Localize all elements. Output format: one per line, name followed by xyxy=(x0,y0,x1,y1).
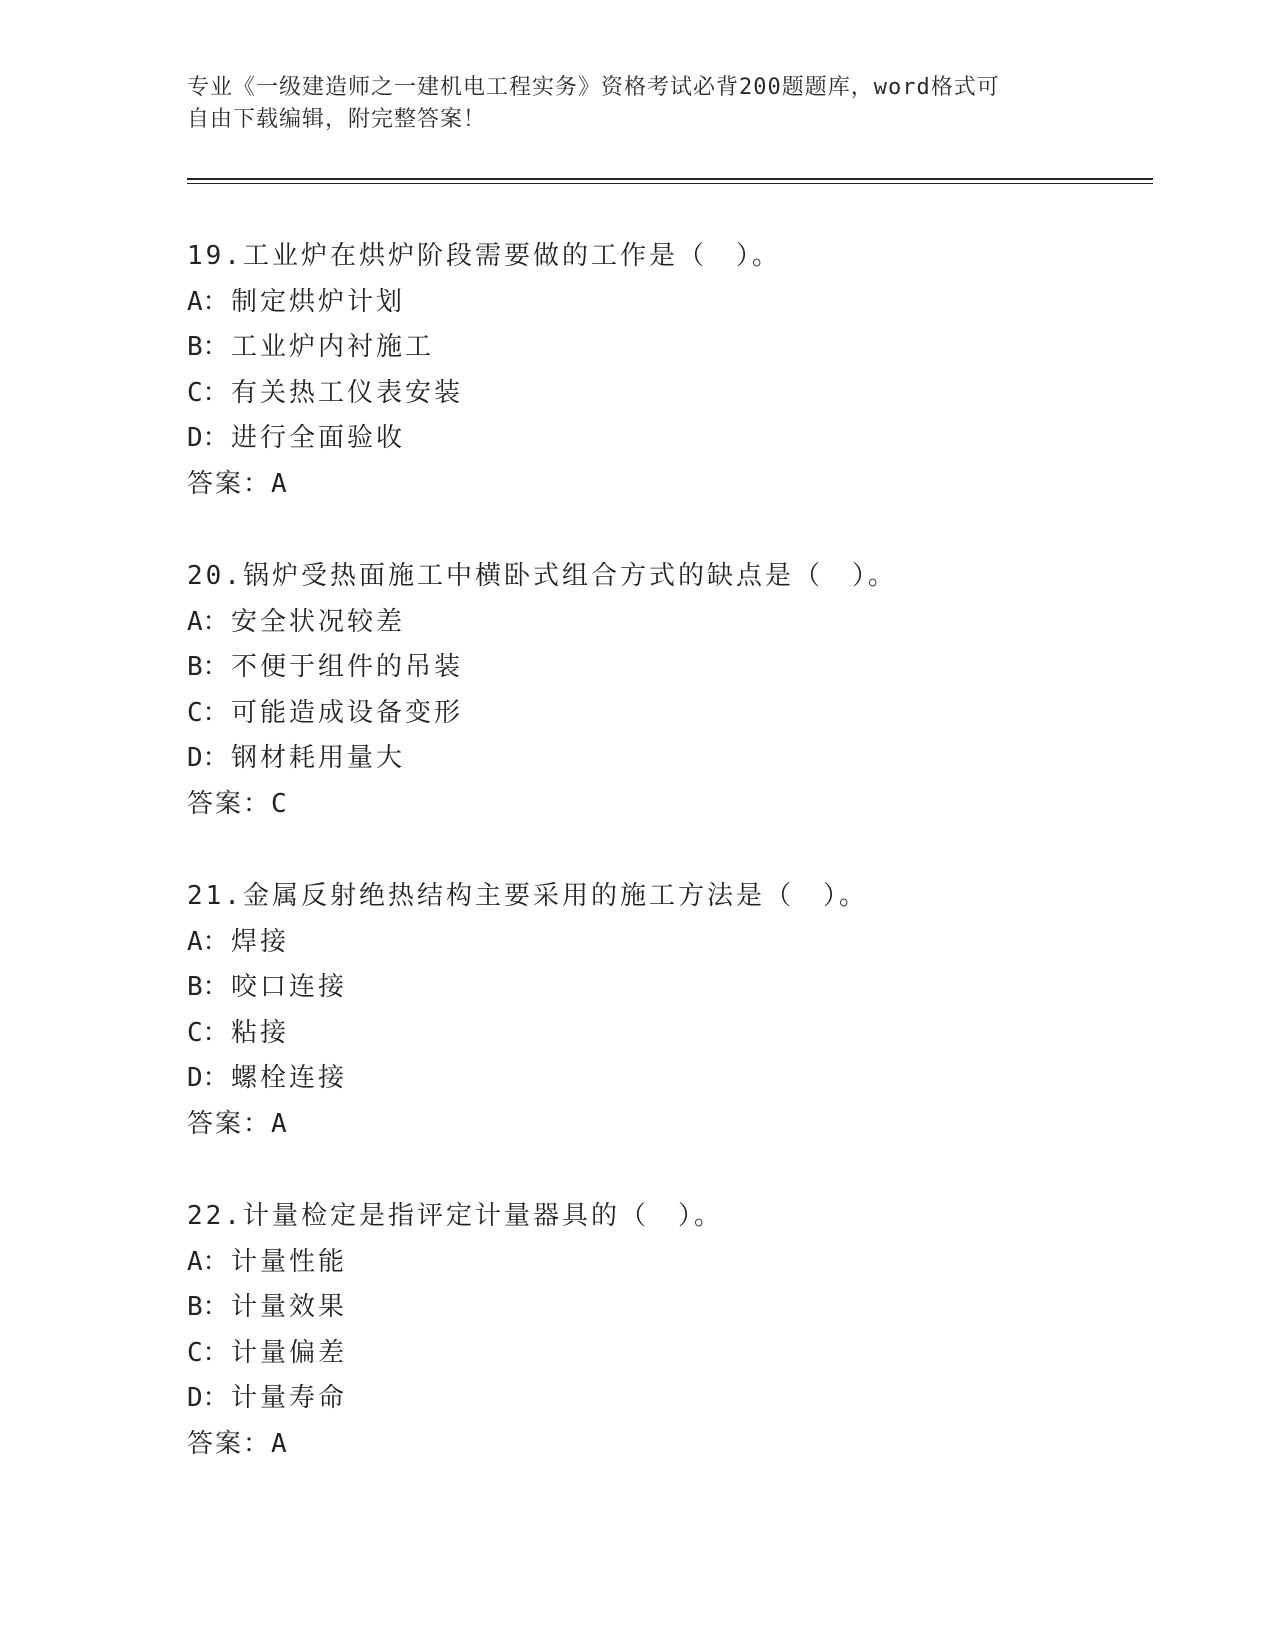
option-d xyxy=(187,1376,1147,1422)
answer-line xyxy=(187,1102,1147,1148)
option-letter: B： xyxy=(187,332,229,362)
option-c xyxy=(187,691,1147,737)
answer-label: 答案： xyxy=(187,1428,272,1459)
option-c xyxy=(187,1011,1147,1057)
question-stem: 19.工业炉在烘炉阶段需要做的工作是（ ）。 xyxy=(187,241,781,271)
option-d xyxy=(187,416,1147,462)
answer-line xyxy=(187,782,1147,828)
document-header xyxy=(187,72,1067,136)
option-c xyxy=(187,1331,1147,1377)
option-letter: B： xyxy=(187,652,229,682)
option-text: 粘接 xyxy=(231,1017,290,1048)
option-text: 进行全面验收 xyxy=(231,423,406,453)
option-letter: C： xyxy=(187,377,229,408)
option-text: 可能造成设备变形 xyxy=(231,697,464,728)
answer-value: C xyxy=(271,788,289,819)
option-c xyxy=(187,371,1147,417)
option-text: 制定烘炉计划 xyxy=(231,286,406,317)
option-letter: D： xyxy=(187,743,229,773)
option-letter: C： xyxy=(187,697,229,728)
option-text: 螺栓连接 xyxy=(231,1063,348,1093)
option-letter: A： xyxy=(187,606,229,637)
header-divider-thin xyxy=(187,183,1153,184)
option-letter: C： xyxy=(187,1337,229,1368)
answer-label: 答案： xyxy=(187,1108,272,1139)
option-letter: A： xyxy=(187,286,229,317)
header-title-line-1: 专业《一级建造师之一建机电工程实务》资格考试必背200题题库，word格式可 xyxy=(187,75,1000,100)
option-text: 计量偏差 xyxy=(231,1337,348,1368)
question-list xyxy=(187,234,1147,1514)
answer-label: 答案： xyxy=(187,788,272,819)
option-letter: C： xyxy=(187,1017,229,1048)
option-letter: D： xyxy=(187,1383,229,1413)
question-stem: 20.锅炉受热面施工中横卧式组合方式的缺点是（ ）。 xyxy=(187,561,897,591)
question-stem: 22.计量检定是指评定计量器具的（ ）。 xyxy=(187,1201,723,1231)
question-item xyxy=(187,234,1147,554)
option-letter: D： xyxy=(187,423,229,453)
option-d xyxy=(187,1056,1147,1102)
option-text: 计量性能 xyxy=(231,1246,348,1277)
question-item xyxy=(187,554,1147,874)
option-letter: A： xyxy=(187,1246,229,1277)
option-d xyxy=(187,736,1147,782)
option-text: 安全状况较差 xyxy=(231,606,406,637)
option-text: 工业炉内衬施工 xyxy=(231,332,435,362)
answer-line xyxy=(187,1422,1147,1468)
option-text: 钢材耗用量大 xyxy=(231,743,406,773)
option-a xyxy=(187,280,1147,326)
question-stem: 21.金属反射绝热结构主要采用的施工方法是（ ）。 xyxy=(187,881,868,911)
option-text: 焊接 xyxy=(231,926,290,957)
option-text: 咬口连接 xyxy=(231,972,348,1002)
option-text: 有关热工仪表安装 xyxy=(231,377,464,408)
question-item xyxy=(187,1194,1147,1514)
header-title-line-2: 自由下载编辑，附完整答案！ xyxy=(187,107,487,132)
option-text: 不便于组件的吊装 xyxy=(231,652,464,682)
option-b xyxy=(187,325,1147,371)
answer-value: A xyxy=(271,468,289,499)
option-b xyxy=(187,1285,1147,1331)
option-b xyxy=(187,645,1147,691)
option-letter: A： xyxy=(187,926,229,957)
option-text: 计量寿命 xyxy=(231,1383,348,1413)
answer-value: A xyxy=(271,1108,289,1139)
answer-value: A xyxy=(271,1428,289,1459)
option-letter: D： xyxy=(187,1063,229,1093)
answer-line xyxy=(187,462,1147,508)
header-divider-thick xyxy=(187,178,1153,180)
option-a xyxy=(187,920,1147,966)
option-a xyxy=(187,1240,1147,1286)
option-letter: B： xyxy=(187,1292,229,1322)
option-text: 计量效果 xyxy=(231,1292,348,1322)
option-letter: B： xyxy=(187,972,229,1002)
option-b xyxy=(187,965,1147,1011)
question-item xyxy=(187,874,1147,1194)
option-a xyxy=(187,600,1147,646)
answer-label: 答案： xyxy=(187,468,272,499)
